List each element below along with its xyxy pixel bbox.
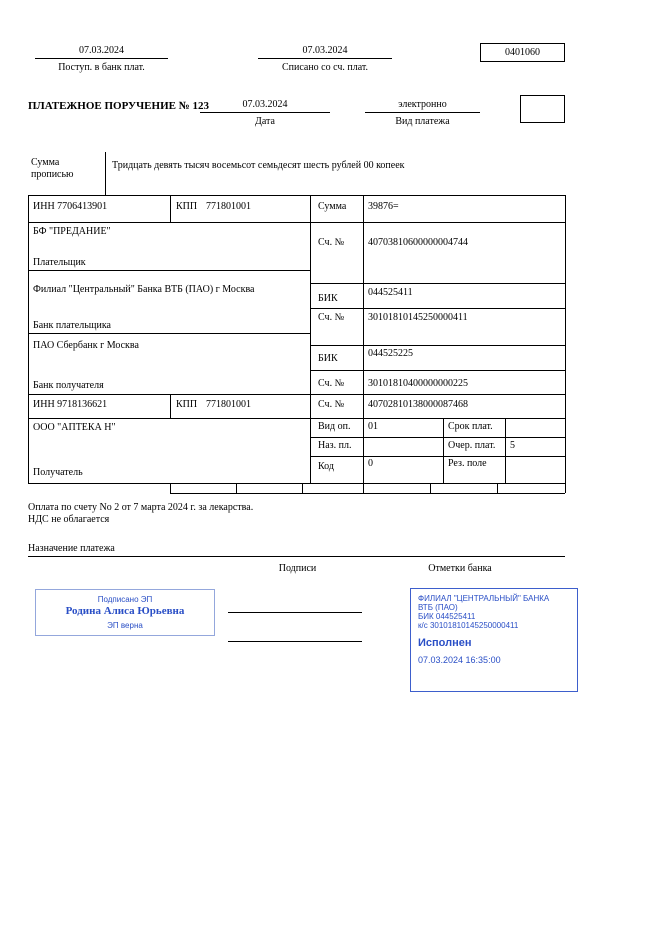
table-line — [310, 195, 311, 483]
document-date-label: Дата — [255, 116, 275, 127]
priority-value: 5 — [510, 440, 515, 451]
document-date: 07.03.2024 — [242, 99, 288, 110]
marks-row-line — [170, 483, 171, 493]
bank-stamp-line-1: ФИЛИАЛ "ЦЕНТРАЛЬНЫЙ" БАНКА — [418, 594, 550, 603]
receiver-account-label: Сч. № — [318, 399, 345, 410]
received-date-underline — [35, 58, 168, 59]
receiver-kpp-label: КПП — [176, 399, 198, 410]
purpose-line-1: Оплата по счету No 2 от 7 марта 2024 г. за лекарства. — [28, 502, 254, 513]
amount-value: 39876= — [368, 201, 399, 212]
received-date: 07.03.2024 — [79, 45, 124, 56]
receiver-account: 40702810138000087468 — [368, 399, 468, 410]
signature-stamp-box — [35, 589, 215, 636]
payer-bank-name: Филиал "Центральный" Банка ВТБ (ПАО) г Москва — [33, 284, 255, 295]
signature-stamp-bottom: ЭП верна — [107, 621, 143, 630]
bank-stamp-box — [410, 588, 578, 692]
payer-bank-bik: 044525411 — [368, 287, 413, 298]
pay-term-label: Срок плат. — [448, 421, 493, 432]
payer-bank-corr: 30101810145250000411 — [368, 312, 468, 323]
payer-bank-bik-label: БИК — [318, 293, 338, 304]
receiver-bank-corr: 30101810400000000225 — [368, 378, 468, 389]
amount-words-label-2: прописью — [31, 169, 74, 180]
table-border-left — [28, 195, 29, 483]
table-line — [28, 483, 565, 484]
payer-section-label: Плательщик — [33, 257, 86, 268]
bank-stamp-line-2: ВТБ (ПАО) — [418, 603, 458, 612]
table-border-right — [565, 195, 566, 483]
payer-name: БФ "ПРЕДАНИЕ" — [33, 226, 111, 237]
signature-line-1 — [228, 612, 362, 613]
table-line — [28, 333, 310, 334]
form-code-box — [480, 43, 565, 62]
payment-kind-underline — [365, 112, 480, 113]
receiver-section-label: Получатель — [33, 467, 83, 478]
document-title: ПЛАТЕЖНОЕ ПОРУЧЕНИЕ № 123 — [28, 100, 210, 112]
payment-kind-label: Вид платежа — [395, 116, 450, 127]
payer-kpp: 771801001 — [206, 201, 251, 212]
bank-stamp-datetime: 07.03.2024 16:35:00 — [418, 655, 501, 665]
table-line — [505, 418, 506, 483]
bank-marks-label: Отметки банка — [428, 563, 492, 574]
amount-words-label-1: Сумма — [31, 157, 60, 168]
marks-row-line — [236, 483, 237, 493]
marks-row-line — [430, 483, 431, 493]
marks-row-line — [497, 483, 498, 493]
purpose-line-2: НДС не облагается — [28, 514, 110, 525]
table-line — [170, 195, 171, 222]
signature-stamp-name: Родина Алиса Юрьевна — [65, 605, 185, 617]
payer-account: 40703810600000004744 — [368, 237, 468, 248]
receiver-bank-corr-label: Сч. № — [318, 378, 345, 389]
table-line — [310, 283, 565, 284]
bank-stamp-status: Исполнен — [418, 637, 472, 649]
marks-row-line — [363, 483, 364, 493]
table-line — [28, 195, 565, 196]
payment-kind: электронно — [398, 99, 447, 110]
debited-date-label: Списано со сч. плат. — [281, 62, 369, 73]
receiver-inn: ИНН 9718136621 — [33, 399, 108, 410]
marks-row-line — [170, 493, 565, 494]
table-line — [28, 394, 565, 395]
table-line — [28, 270, 310, 271]
table-line — [310, 456, 565, 457]
payer-kpp-label: КПП — [176, 201, 198, 212]
marks-row-line — [565, 483, 566, 493]
table-line — [310, 437, 565, 438]
table-line — [310, 345, 565, 346]
priority-label: Очер. плат. — [448, 440, 496, 451]
payment-type-box — [520, 95, 565, 123]
bank-stamp-corr: к/с 30101810145250000411 — [418, 621, 519, 630]
received-date-label: Поступ. в банк плат. — [58, 62, 145, 73]
amount-in-words: Тридцать девять тысяч восемьсот семьдесят шесть рублей 00 копеек — [112, 160, 405, 171]
form-code: 0401060 — [505, 47, 540, 58]
signatures-label: Подписи — [278, 563, 317, 574]
bank-stamp-bik: БИК 044525411 — [418, 612, 476, 621]
payer-bank-section-label: Банк плательщика — [33, 320, 111, 331]
table-line — [28, 222, 565, 223]
marks-row-line — [302, 483, 303, 493]
receiver-name: ООО "АПТЕКА Н" — [33, 422, 116, 433]
table-line — [443, 418, 444, 483]
receiver-bank-name: ПАО Сбербанк г Москва — [33, 340, 139, 351]
payer-account-label: Сч. № — [318, 237, 345, 248]
receiver-bank-bik: 044525225 — [368, 348, 413, 359]
reserve-label: Рез. поле — [448, 458, 487, 469]
payer-bank-corr-label: Сч. № — [318, 312, 345, 323]
debited-date-underline — [258, 58, 392, 59]
table-line — [310, 370, 565, 371]
purpose-code-label: Наз. пл. — [318, 440, 352, 451]
table-line — [170, 394, 171, 418]
amount-label: Сумма — [318, 201, 347, 212]
document-date-underline — [200, 112, 330, 113]
receiver-bank-section-label: Банк получателя — [33, 380, 104, 391]
purpose-section-label: Назначение платежа — [28, 543, 115, 554]
table-line — [363, 195, 364, 483]
signature-stamp-top: Подписано ЭП — [97, 595, 153, 604]
op-type-value: 01 — [368, 421, 378, 432]
signature-line-2 — [228, 641, 362, 642]
table-line — [310, 308, 565, 309]
table-line — [28, 418, 565, 419]
payer-inn: ИНН 7706413901 — [33, 201, 108, 212]
receiver-kpp: 771801001 — [206, 399, 251, 410]
receiver-bank-bik-label: БИК — [318, 353, 338, 364]
code-label: Код — [318, 461, 334, 472]
purpose-underline — [28, 556, 565, 557]
op-type-label: Вид оп. — [318, 421, 351, 432]
code-value: 0 — [368, 458, 373, 469]
debited-date: 07.03.2024 — [302, 45, 348, 56]
amount-words-divider — [105, 152, 106, 195]
